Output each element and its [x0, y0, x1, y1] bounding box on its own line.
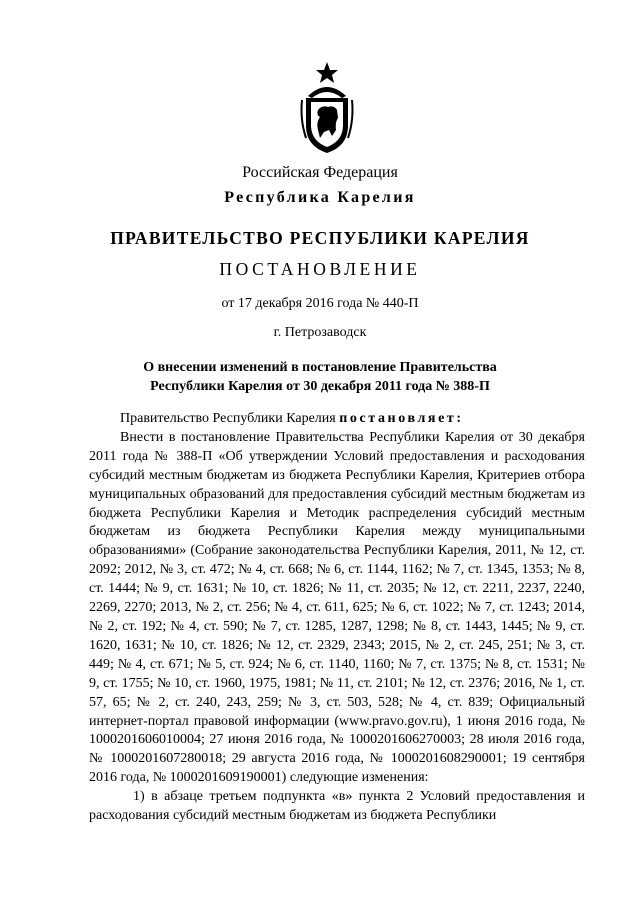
republic-name: Республика Карелия	[224, 189, 416, 206]
karelia-coat-of-arms-icon	[298, 60, 356, 156]
intro-emphasis: постановляет:	[339, 411, 464, 426]
subject-line-1: О внесении изменений в постановление Правительства	[143, 360, 497, 375]
document-body	[89, 410, 585, 826]
main-paragraph: Внести в постановление Правительства Республики Карелия от 30 декабря 2011 года № 388-П «Об утверждении Условий предоставления и расходования субсидий местным бюджетам из бюджета Республики Карелия, Критериев отбора муниципальных образований для предоставления субсидий местным бюджетам из бюджета Республики Карелия и Методик распределения субсидий местным бюджетам из бюджета Республики Карелия между муниципальными образованиями» (Собрание законодательства Республики Карелия, 2011, № 12, ст. 2092; 2012, № 3, ст. 472; № 4, ст. 668; № 6, ст. 1144, 1162; № 7, ст. 1345, 1353; № 8, ст. 1444; № 9, ст. 1631; № 10, ст. 1826; № 11, ст. 2035; № 12, ст. 2211, 2237, 2240, 2269, 2270; 2013, № 2, ст. 256; № 4, ст. 611, 625; № 6, ст. 1022; № 7, ст. 1243; 2014, № 2, ст. 192; № 4, ст. 590; № 7, ст. 1285, 1287, 1298; № 8, ст. 1443, 1445; № 9, ст. 1620, 1631; № 10, ст. 1826; № 12, ст. 2329, 2343; 2015, № 2, ст. 245, 251; № 3, ст. 449; № 4, ст. 671; № 5, ст. 924; № 6, ст. 1140, 1160; № 7, ст. 1375; № 8, ст. 1531; № 9, ст. 1755; № 10, ст. 1960, 1975, 1981; № 11, ст. 2101; № 12, ст. 2376; 2016, № 1, ст. 57, 65; № 2, ст. 240, 243, 259; № 3, ст. 503, 528; № 4, ст. 839; Официальный интернет-портал правовой информации (www.pravo.gov.ru), 1 июня 2016 года, № 1000201606010004; 27 июня 2016 года, № 1000201606270003; 28 июля 2016 года, № 1000201607280018; 29 августа 2016 года, № 1000201608290001; 19 сентября 2016 года, № 1000201609190001) следующие изменения:	[89, 429, 585, 786]
document-type: ПОСТАНОВЛЕНИЕ	[219, 259, 421, 279]
document-city: г. Петрозаводск	[273, 325, 367, 340]
intro-paragraph	[89, 410, 585, 429]
country-name: Российская Федерация	[242, 164, 398, 181]
subject-line-2: Республики Карелия от 30 декабря 2011 года № 388-П	[150, 379, 490, 394]
government-title: ПРАВИТЕЛЬСТВО РЕСПУБЛИКИ КАРЕЛИЯ	[110, 228, 530, 248]
item-1-paragraph: 1) в абзаце третьем подпункта «в» пункта 2 Условий предоставления и расходования субсидий местным бюджетам из бюджета Республики	[89, 789, 585, 824]
intro-text: Правительство Республики Карелия	[120, 411, 340, 426]
document-subject	[0, 358, 640, 396]
document-date-number: от 17 декабря 2016 года № 440-П	[221, 296, 419, 311]
